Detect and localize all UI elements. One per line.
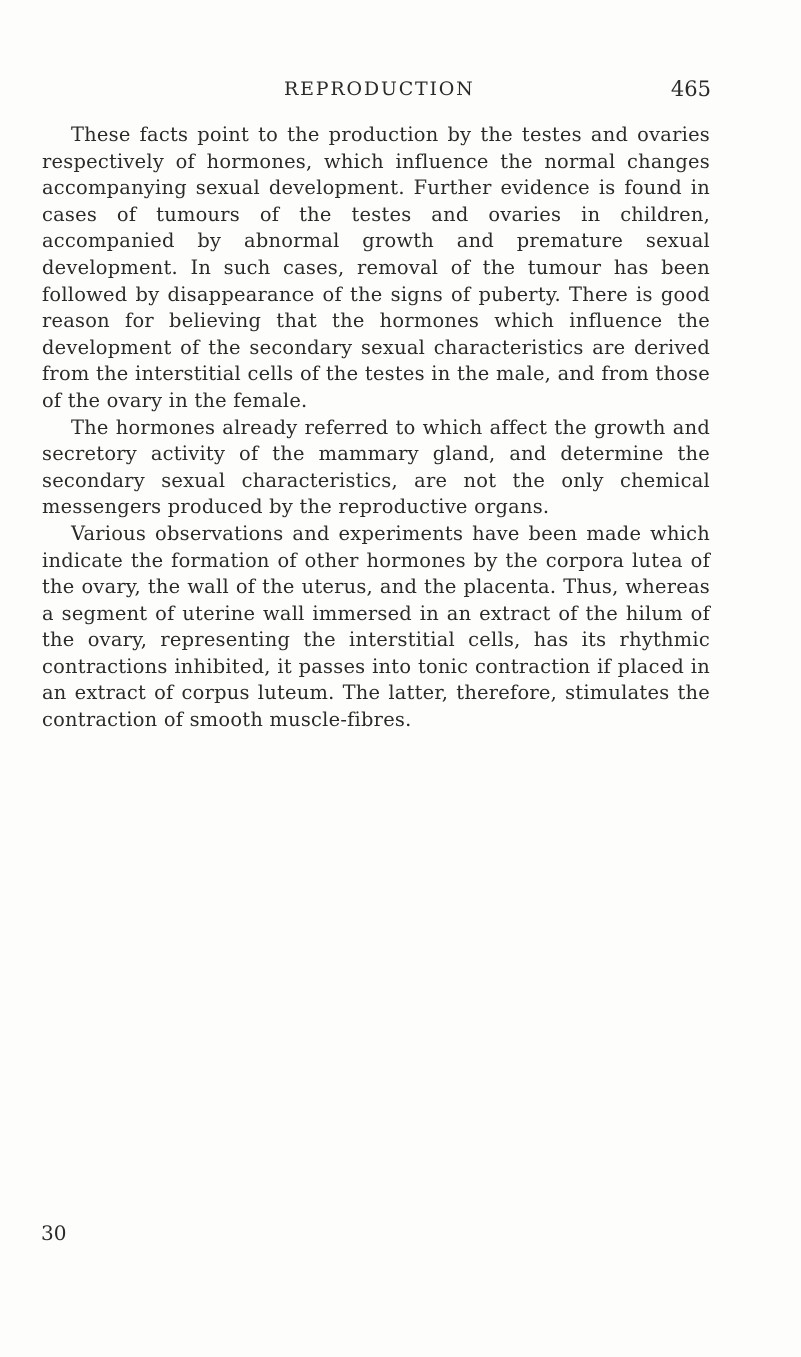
signature-mark: 30 [41, 1221, 67, 1245]
paragraph-hormone-evidence: These facts point to the production by the testes and ovaries respectively of hormones, which influence the normal changes accompanying sexual development. Further evidence is found in cases of tumours of the testes and ovaries in children, accompanied by abnormal growth and premature sexual development. In such cases, removal of the tumour has been followed by disappearance of the signs of puberty. There is good reason for believing that the hormones which influence the development of the secondary sexual characteristics are derived from the interstitial cells of the testes in the male, and from those of the ovary in the female. [42, 123, 710, 412]
page-header [0, 78, 801, 108]
paragraph-other-hormones: Various observations and experiments have been made which indicate the formation of other hormones by the corpora lutea of the ovary, the wall of the uterus, and the placenta. Thus, whereas a segment of uterine wall immersed in an extract of the hilum of the ovary, representing the interstitial cells, has its rhythmic contractions inhibited, it passes into tonic contraction if placed in an extract of corpus luteum. The latter, therefore, stimulates the contraction of smooth muscle-fibres. [42, 521, 710, 732]
running-title: REPRODUCTION [284, 78, 475, 100]
body-text [42, 122, 710, 734]
page-number: 465 [670, 77, 711, 101]
paragraph-chemical-messengers: The hormones already referred to which affect the growth and secretory activity of the mammary gland, and determine the secondary sexual characteristics, are not the only chemical messengers produced by the reproductive organs. [42, 415, 710, 519]
